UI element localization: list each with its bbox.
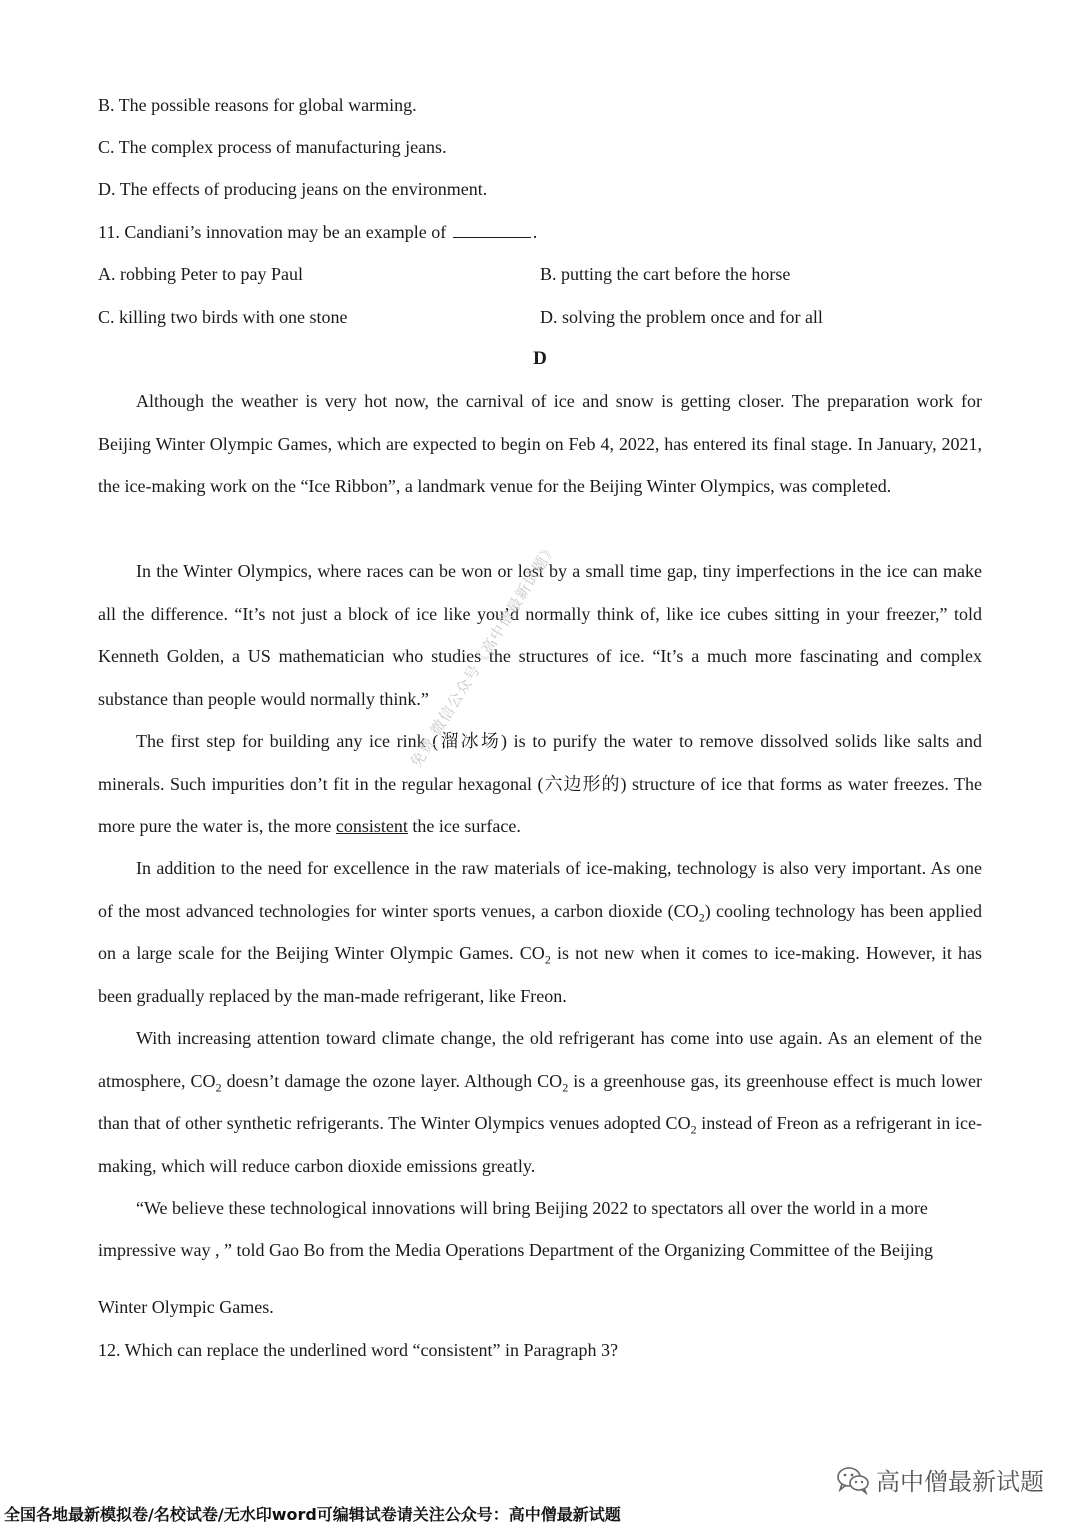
- option-q11-c: C. killing two birds with one stone: [98, 307, 348, 327]
- paragraph-3-text-end: the ice surface.: [407, 816, 521, 836]
- paragraph-4-text-2: ) cooling technology has been applied on a large scale for the Beijing Winter Olympic Games. CO: [98, 900, 982, 963]
- section-title: D: [533, 348, 547, 369]
- question-11-stem: 11. Candiani’s innovation may be an example of: [98, 222, 451, 242]
- watermark: 免费 微信公众号《高中僧最新试题》: [406, 539, 561, 771]
- subscript: 2: [215, 1080, 222, 1095]
- paragraph-3-text: The first step for building any ice rink (溜冰场) is to purify the water to remove dissolved solids like salts and minerals. Such impurities don’t fit in the regular hexagonal (六边形的) structure of ice that forms as water freezes. The more pure the water is, the more: [98, 731, 982, 836]
- paragraph-5-text-3: is a greenhouse gas, its greenhouse effect is much lower than that of other synthetic refrigerants. The Winter Olympics venues adopted CO: [98, 1070, 982, 1133]
- footer-notice: 全国各地最新模拟卷/名校试卷/无水印word可编辑试卷请关注公众号：高中僧最新试题: [4, 1505, 621, 1524]
- subscript: 2: [562, 1080, 569, 1095]
- subscript: 2: [544, 952, 551, 967]
- paragraph-6-line-2: impressive way , ” told Gao Bo from the Media Operations Department of the Organizing Committee of the Beijing: [98, 1240, 933, 1260]
- paragraph-5: [98, 1017, 982, 1187]
- paragraph-4-text: In addition to the need for excellence in the raw materials of ice-making, technology is also very important. As one of the most advanced technologies for winter sports venues, a carbon dioxide (CO: [98, 858, 982, 921]
- paragraph-5-text-2: doesn’t damage the ozone layer. Although CO: [221, 1070, 563, 1091]
- subscript: 2: [690, 1122, 697, 1137]
- paragraph-5-text-4: instead of Freon as a refrigerant in ice-making, which will reduce carbon dioxide emissions greatly.: [98, 1113, 982, 1176]
- paragraph-4-text-3: is not new when it comes to ice-making. However, it has been gradually replaced by the man-made refrigerant, like Freon.: [98, 943, 982, 1006]
- paragraph-5-text: With increasing attention toward climate change, the old refrigerant has come into use again. As an element of the atmosphere, CO: [98, 1028, 982, 1091]
- brand-badge: [836, 1462, 1044, 1497]
- brand-name: 高中僧最新试题: [876, 1468, 1044, 1496]
- question-12: 12. Which can replace the underlined word “consistent” in Paragraph 3?: [98, 1340, 618, 1360]
- option-q10-d: D. The effects of producing jeans on the environment.: [98, 179, 488, 199]
- underlined-word: consistent: [335, 816, 408, 836]
- subscript: 2: [698, 910, 705, 925]
- option-q11-b: B. putting the cart before the horse: [540, 264, 791, 284]
- question-11-stem-end: .: [532, 222, 538, 242]
- paragraph-6-line-1: “We believe these technological innovations will bring Beijing 2022 to spectators all over the world in a more: [136, 1198, 928, 1218]
- option-q10-c: C. The complex process of manufacturing jeans.: [98, 137, 447, 157]
- question-11: [98, 220, 537, 244]
- paragraph-4: [98, 847, 982, 1017]
- wechat-icon: [836, 1465, 870, 1495]
- option-q11-a: A. robbing Peter to pay Paul: [98, 264, 303, 284]
- paragraph-1-text: Although the weather is very hot now, the carnival of ice and snow is getting closer. The preparation work for Beijing Winter Olympic Games, which are expected to begin on Feb 4, 2022, has entered its final stage. In January, 2021, the ice-making work on the “Ice Ribbon”, a landmark venue for the Beijing Winter Olympics, was completed.: [98, 391, 982, 496]
- paragraph-2-text: In the Winter Olympics, where races can be won or lost by a small time gap, tiny imperfections in the ice can make all the difference. “It’s not just a block of ice like you’d normally think of, like ice cubes sitting in your freezer,” told Kenneth Golden, a US mathematician who studies the structures of ice. “It’s a much more fascinating and complex substance than people would normally think.”: [98, 561, 982, 709]
- option-q11-d: D. solving the problem once and for all: [540, 307, 823, 327]
- paragraph-1: [98, 380, 982, 508]
- paragraph-6-line-3: Winter Olympic Games.: [98, 1297, 274, 1317]
- paragraph-3: [98, 720, 982, 848]
- option-q10-b: B. The possible reasons for global warming.: [98, 95, 417, 115]
- answer-blank: [453, 221, 531, 238]
